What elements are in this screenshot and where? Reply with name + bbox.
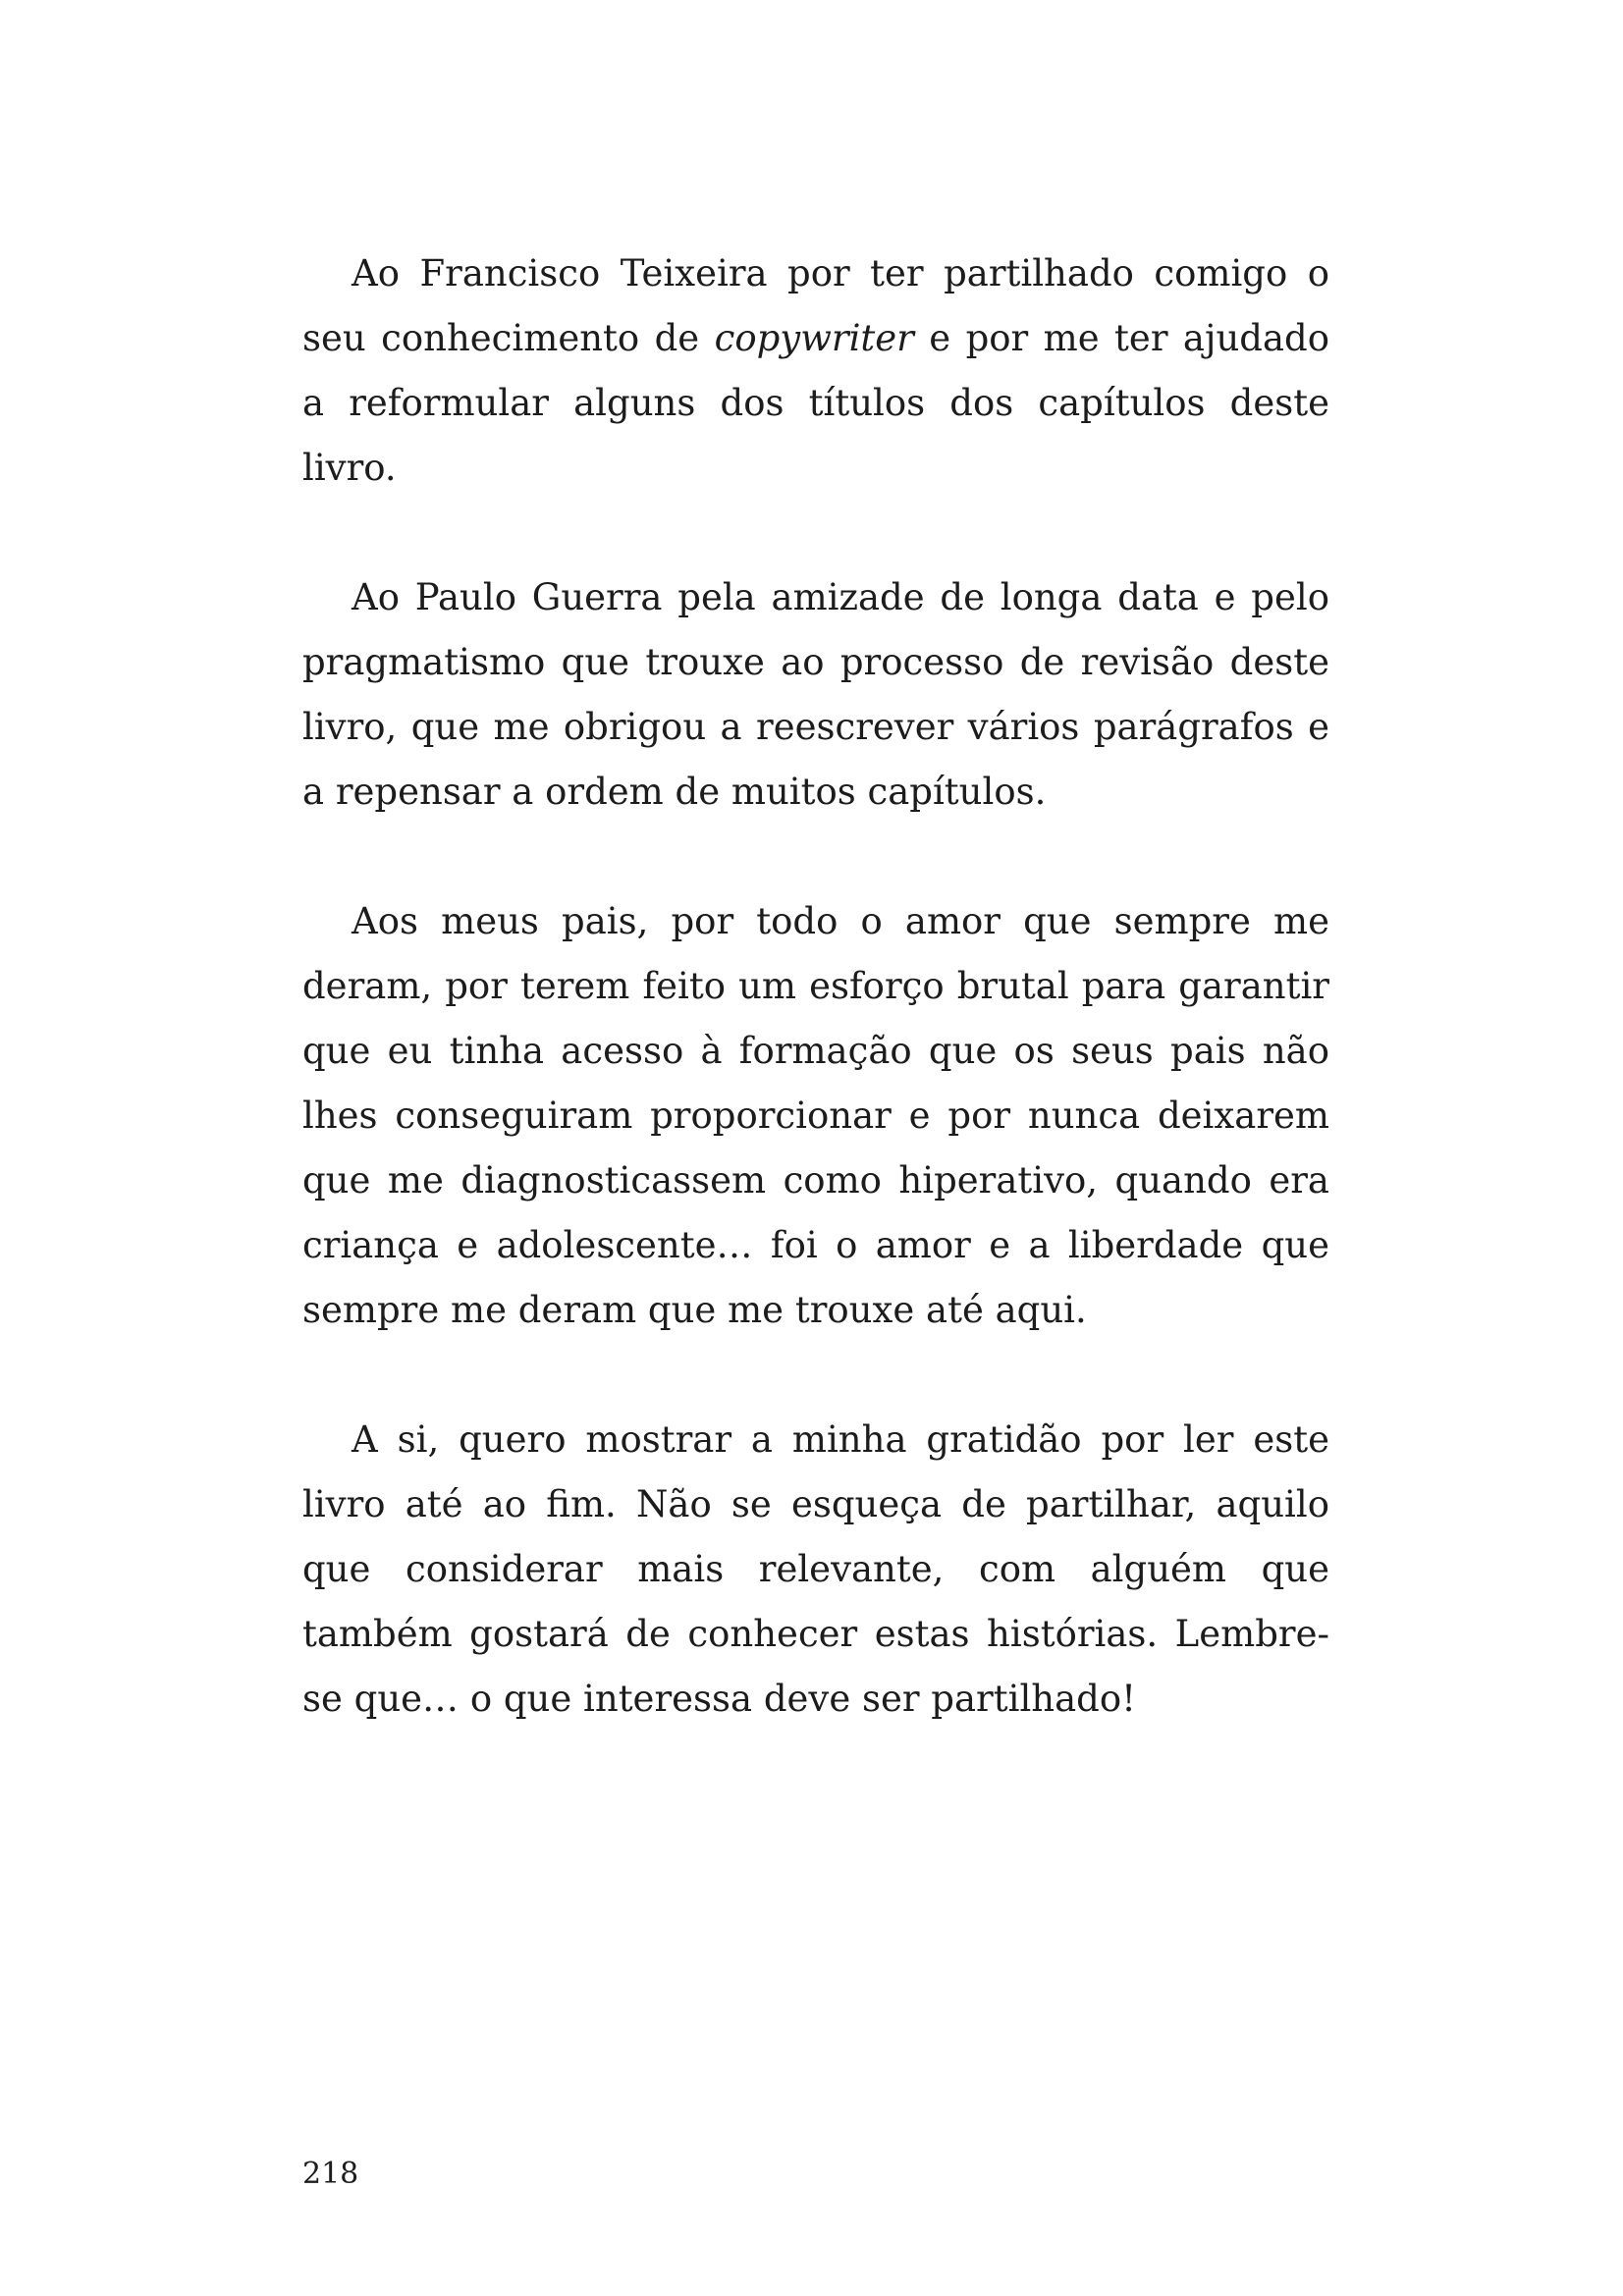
paragraph-francisco-teixeira [302,241,1329,501]
paragraph-parents: Aos meus pais, por todo o amor que sempre me deram, por terem feito um esforço brutal para garantir que eu tinha acesso à formação que os seus pais não lhes conseguiram proporcionar e por nunca deixarem que me diagnosticassem como hiperativo, quando era criança e adolescente… foi o amor e a liberdade que sempre me deram que me trouxe até aqui. [302,900,1329,1331]
paragraph-text: Ao Francisco Teixeira por ter partilhado comigo o seu conhecimento de [302,252,1329,359]
emphasized-word: copywriter [714,317,914,359]
paragraph-text: e por me ter ajudado a reformular alguns dos títulos dos capítulos deste livro. [302,317,1329,489]
body-text [302,241,1329,1796]
paragraph-paulo-guerra: Ao Paulo Guerra pela amizade de longa data e pelo pragmatismo que trouxe ao processo de revisão deste livro, que me obrigou a reescrever vários parágrafos e a repensar a ordem de muitos capítulos. [302,576,1329,813]
paragraph-reader: A si, quero mostrar a minha gratidão por ler este livro até ao fim. Não se esqueça de partilhar, aquilo que considerar mais relevante, com alguém que também gostará de conhecer estas histórias. Lembre-se que… o que interessa deve ser partilhado! [302,1418,1329,1720]
page-number: 218 [302,2157,359,2191]
